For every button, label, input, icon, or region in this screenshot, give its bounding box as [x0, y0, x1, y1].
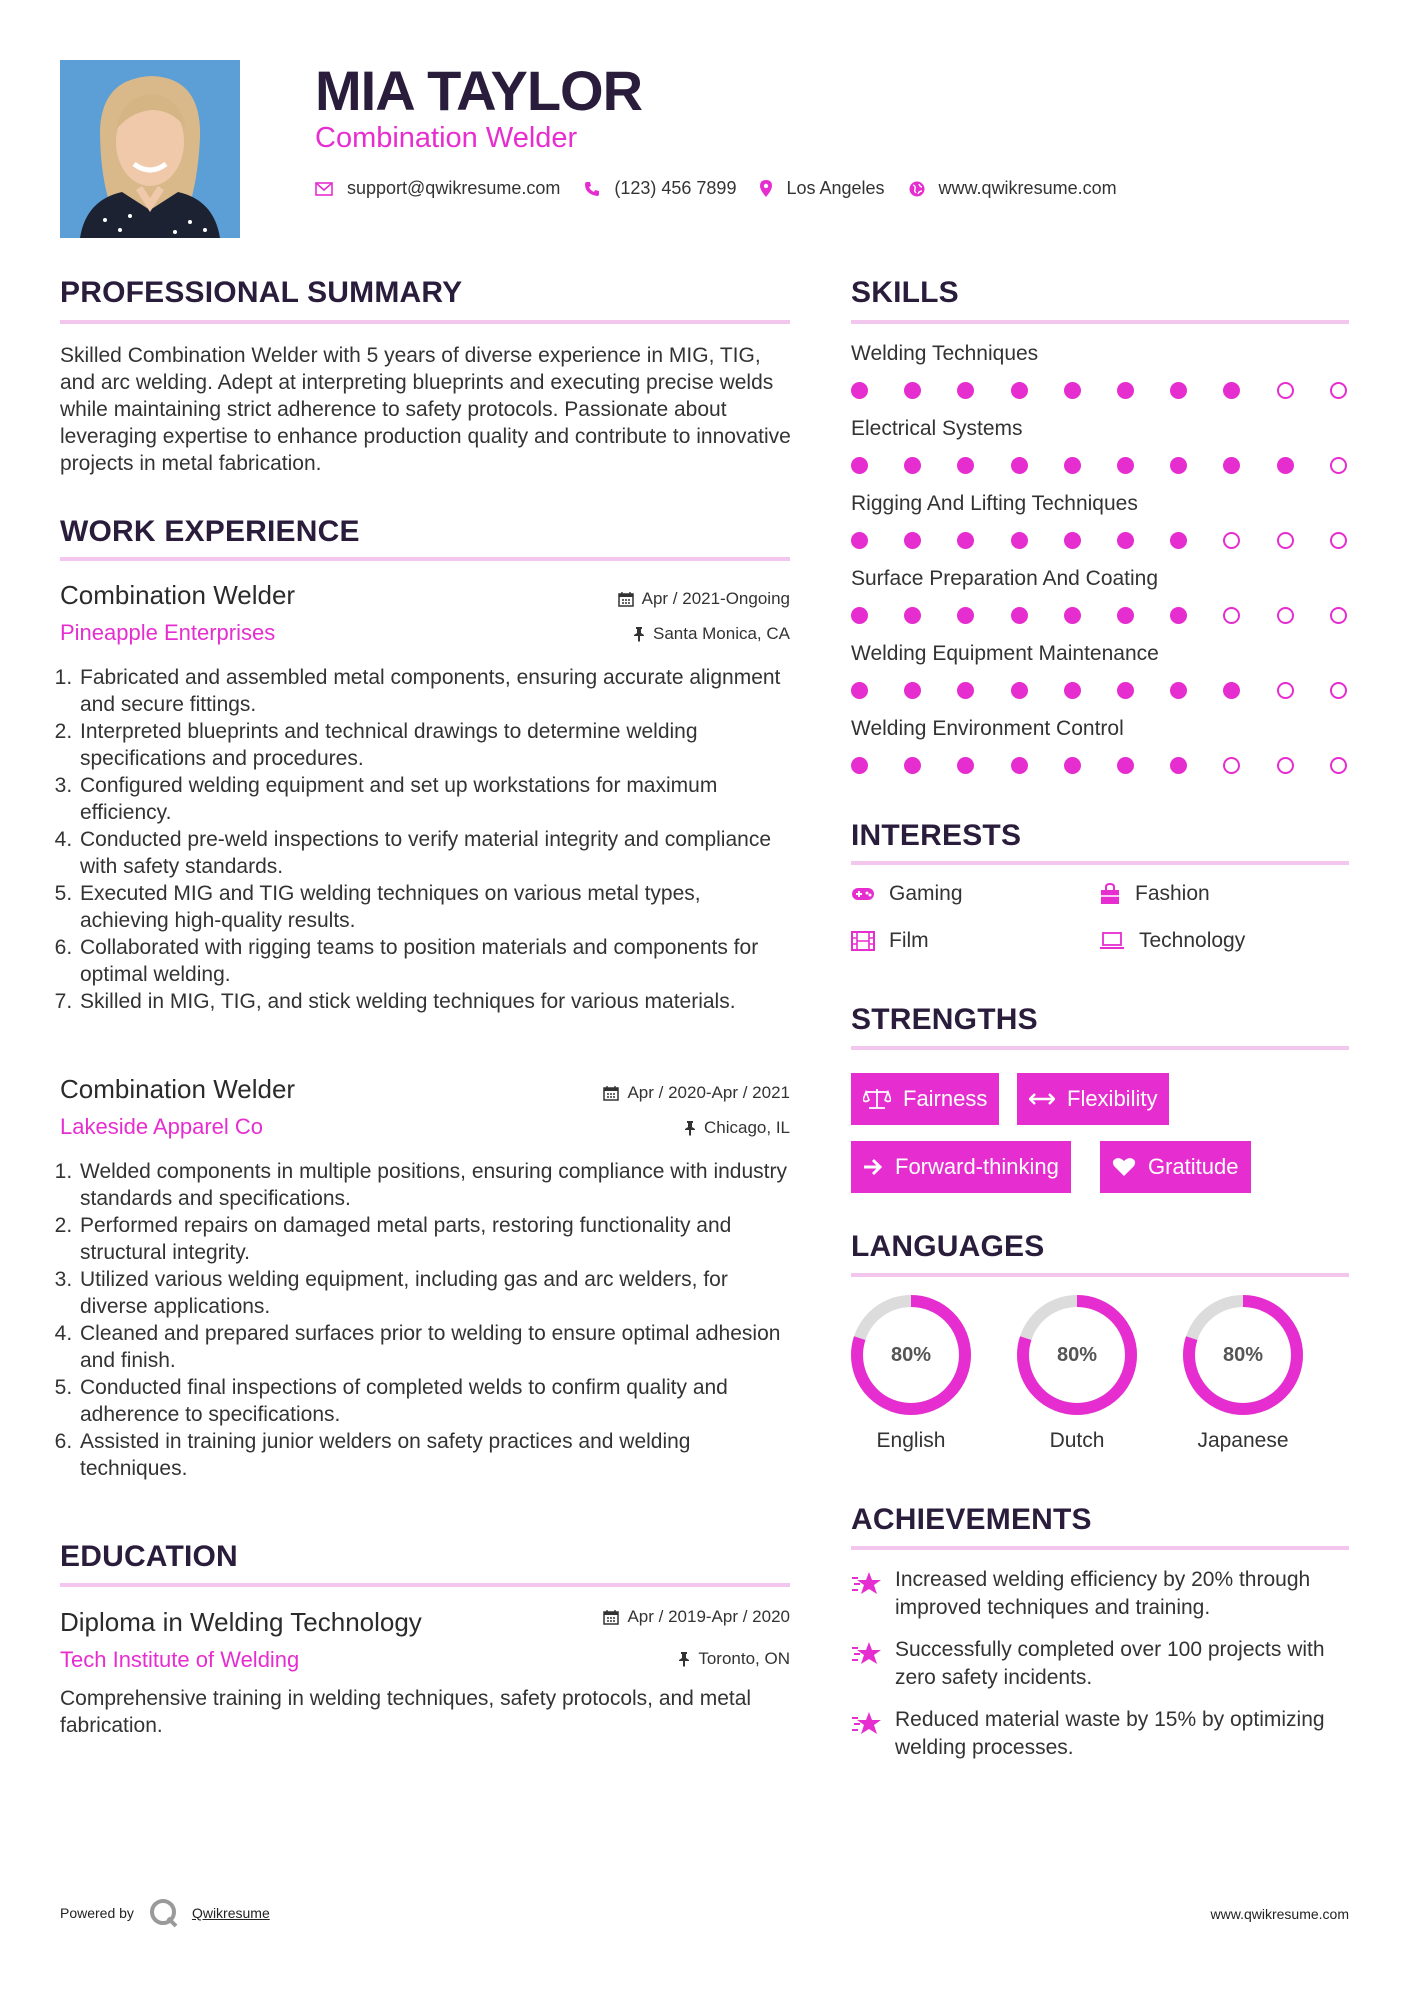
- rating-dot-filled: [851, 457, 868, 474]
- rating-dot-filled: [1223, 457, 1240, 474]
- rating-dot-filled: [1011, 607, 1028, 624]
- list-item: 2. Interpreted blueprints and technical drawings to determine welding specifications and procedures.: [78, 718, 795, 772]
- rating-dot-filled: [1170, 682, 1187, 699]
- rating-dot-filled: [1064, 757, 1081, 774]
- education-heading: EDUCATION: [60, 1540, 238, 1573]
- phone-icon: [584, 181, 600, 197]
- rating-dot-filled: [1117, 382, 1134, 399]
- globe-icon: [909, 181, 925, 197]
- rating-dot-empty: [1330, 757, 1347, 774]
- language-progress-ring: [849, 1293, 973, 1417]
- skill-label: Electrical Systems: [851, 417, 1023, 440]
- rating-dot-filled: [1170, 607, 1187, 624]
- rating-dot-filled: [957, 532, 974, 549]
- rating-dot-filled: [1011, 457, 1028, 474]
- rating-dot-filled: [904, 607, 921, 624]
- language-percent: 80%: [1056, 1343, 1098, 1366]
- qwikresume-link[interactable]: Qwikresume: [191, 1905, 270, 1921]
- rating-dot-filled: [1064, 532, 1081, 549]
- list-item: 1. Fabricated and assembled metal components, ensuring accurate alignment and secure fittings.: [78, 664, 795, 718]
- education-location: Toronto, ON: [490, 1649, 790, 1669]
- skill-label: Rigging And Lifting Techniques: [851, 492, 1138, 515]
- rating-dot-filled: [957, 607, 974, 624]
- rating-dot-empty: [1330, 532, 1347, 549]
- star-award-icon: [851, 1640, 883, 1666]
- strength-badge: Gratitude: [1100, 1141, 1251, 1193]
- job-title: Combination Welder: [60, 580, 296, 610]
- rating-dot-filled: [1170, 457, 1187, 474]
- rating-dot-empty: [1223, 757, 1240, 774]
- rating-dot-filled: [1064, 682, 1081, 699]
- list-item: 6. Assisted in training junior welders on safety practices and welding techniques.: [78, 1428, 795, 1482]
- language-name: English: [876, 1429, 946, 1452]
- list-item: 3. Configured welding equipment and set up workstations for maximum efficiency.: [78, 772, 795, 826]
- pushpin-icon: [684, 1120, 696, 1136]
- arrows-horizontal-icon: [1029, 1092, 1055, 1106]
- rating-dot-filled: [1170, 757, 1187, 774]
- star-award-icon: [851, 1710, 883, 1736]
- job-location: Chicago, IL: [490, 1118, 790, 1138]
- rating-dot-filled: [1117, 457, 1134, 474]
- rating-dot-filled: [957, 382, 974, 399]
- rating-dot-filled: [1170, 532, 1187, 549]
- experience-heading: WORK EXPERIENCE: [60, 515, 360, 548]
- job-responsibilities: [60, 1158, 795, 1482]
- language-item: [846, 1293, 976, 1453]
- rating-dot-filled: [851, 757, 868, 774]
- summary-text: Skilled Combination Welder with 5 years of diverse experience in MIG, TIG, and arc welding. Adept at interpreting blueprints and executing precise welds while maintaining strict adherence to safety protocols. Passionate about leveraging expertise to enhance production quality and contribute to innovative projects in metal fabrication.: [60, 344, 791, 475]
- degree-title: Diploma in Welding Technology: [60, 1607, 422, 1637]
- skill-row: [851, 642, 1351, 699]
- language-item: [1012, 1293, 1142, 1453]
- list-item: 2. Performed repairs on damaged metal parts, restoring functionality and structural integrity.: [78, 1212, 795, 1266]
- skill-rating: [851, 382, 1351, 399]
- arrow-right-icon: [863, 1158, 883, 1176]
- rating-dot-filled: [1011, 682, 1028, 699]
- contact-location: Los Angeles: [760, 178, 884, 199]
- language-item: [1178, 1293, 1308, 1453]
- interest-item: Gaming: [851, 882, 963, 906]
- language-progress-ring: [1015, 1293, 1139, 1417]
- skill-label: Welding Environment Control: [851, 717, 1124, 740]
- interest-item: Fashion: [1099, 882, 1210, 906]
- rating-dot-filled: [1170, 382, 1187, 399]
- rating-dot-filled: [1064, 457, 1081, 474]
- strength-badge: Flexibility: [1017, 1073, 1169, 1125]
- rating-dot-empty: [1277, 382, 1294, 399]
- job-date: Apr / 2020-Apr / 2021: [490, 1083, 790, 1103]
- rating-dot-filled: [904, 532, 921, 549]
- star-award-icon: [851, 1570, 883, 1596]
- strength-badge: Fairness: [851, 1073, 999, 1125]
- footer-website[interactable]: www.qwikresume.com: [1210, 1906, 1349, 1922]
- gamepad-icon: [851, 886, 875, 902]
- skill-label: Surface Preparation And Coating: [851, 567, 1159, 590]
- rating-dot-filled: [904, 382, 921, 399]
- skill-label: Welding Equipment Maintenance: [851, 642, 1159, 665]
- rating-dot-filled: [1011, 532, 1028, 549]
- rating-dot-empty: [1330, 457, 1347, 474]
- interests-heading: INTERESTS: [851, 819, 1022, 852]
- summary-heading: PROFESSIONAL SUMMARY: [60, 276, 463, 309]
- rating-dot-empty: [1330, 607, 1347, 624]
- experience-divider: [60, 557, 790, 561]
- calendar-icon: [618, 591, 634, 607]
- contact-email[interactable]: support@qwikresume.com: [315, 178, 560, 199]
- skill-row: [851, 492, 1351, 549]
- rating-dot-filled: [1223, 382, 1240, 399]
- rating-dot-empty: [1277, 757, 1294, 774]
- job-location: Santa Monica, CA: [490, 624, 790, 644]
- rating-dot-filled: [1117, 682, 1134, 699]
- language-percent: 80%: [890, 1343, 932, 1366]
- rating-dot-filled: [1277, 457, 1294, 474]
- language-name: Japanese: [1197, 1429, 1289, 1452]
- rating-dot-filled: [904, 457, 921, 474]
- envelope-icon: [315, 182, 333, 196]
- list-item: 5. Conducted final inspections of completed welds to confirm quality and adherence to specifications.: [78, 1374, 795, 1428]
- achievement-item: Reduced material waste by 15% by optimizing welding processes.: [851, 1706, 1351, 1762]
- rating-dot-empty: [1277, 607, 1294, 624]
- contact-website[interactable]: www.qwikresume.com: [909, 178, 1117, 199]
- footer-powered-by: Powered by Qwikresume: [60, 1898, 270, 1928]
- list-item: 7. Skilled in MIG, TIG, and stick welding techniques for various materials.: [78, 988, 795, 1015]
- map-pin-icon: [760, 180, 772, 197]
- interests-divider: [851, 861, 1349, 865]
- skill-row: [851, 567, 1351, 624]
- rating-dot-filled: [957, 682, 974, 699]
- laptop-icon: [1099, 932, 1125, 950]
- strengths-heading: STRENGTHS: [851, 1003, 1038, 1036]
- strengths-divider: [851, 1046, 1349, 1050]
- rating-dot-empty: [1277, 682, 1294, 699]
- rating-dot-filled: [851, 682, 868, 699]
- rating-dot-filled: [851, 532, 868, 549]
- rating-dot-filled: [1117, 757, 1134, 774]
- rating-dot-empty: [1223, 532, 1240, 549]
- achievement-item: Increased welding efficiency by 20% through improved techniques and training.: [851, 1566, 1351, 1622]
- achievements-divider: [851, 1546, 1349, 1550]
- candidate-name: MIA TAYLOR: [315, 59, 643, 122]
- rating-dot-empty: [1277, 532, 1294, 549]
- job-title: Combination Welder: [60, 1074, 296, 1104]
- list-item: 5. Executed MIG and TIG welding techniques on various metal types, achieving high-quality results.: [78, 880, 795, 934]
- film-icon: [851, 931, 875, 951]
- rating-dot-empty: [1223, 607, 1240, 624]
- calendar-icon: [603, 1085, 619, 1101]
- language-percent: 80%: [1222, 1343, 1264, 1366]
- achievements-heading: ACHIEVEMENTS: [851, 1503, 1092, 1536]
- rating-dot-filled: [1117, 607, 1134, 624]
- job-company: Lakeside Apparel Co: [60, 1114, 264, 1139]
- qwikresume-logo-icon: [148, 1898, 182, 1928]
- pushpin-icon: [633, 626, 645, 642]
- education-date: Apr / 2019-Apr / 2020: [490, 1607, 790, 1627]
- job-date: Apr / 2021-Ongoing: [490, 589, 790, 609]
- interest-item: Film: [851, 929, 929, 953]
- language-name: Dutch: [1049, 1429, 1105, 1452]
- skill-rating: [851, 532, 1351, 549]
- skills-divider: [851, 320, 1349, 324]
- strength-badge: Forward-thinking: [851, 1141, 1071, 1193]
- summary-divider: [60, 320, 790, 324]
- list-item: 4. Conducted pre-weld inspections to verify material integrity and compliance with safety standards.: [78, 826, 795, 880]
- profile-photo: [60, 60, 240, 238]
- school-name: Tech Institute of Welding: [60, 1647, 300, 1672]
- skill-label: Welding Techniques: [851, 342, 1039, 365]
- candidate-role: Combination Welder: [315, 122, 578, 154]
- skill-rating: [851, 682, 1351, 699]
- rating-dot-filled: [1064, 382, 1081, 399]
- interest-item: Technology: [1099, 929, 1245, 953]
- rating-dot-filled: [904, 682, 921, 699]
- education-description: Comprehensive training in welding techniques, safety protocols, and metal fabrication.: [60, 1687, 752, 1737]
- skill-rating: [851, 757, 1351, 774]
- skill-row: [851, 717, 1351, 774]
- calendar-icon: [603, 1609, 619, 1625]
- shopping-bag-icon: [1099, 883, 1121, 905]
- pushpin-icon: [678, 1651, 690, 1667]
- rating-dot-empty: [1330, 382, 1347, 399]
- heart-icon: [1112, 1157, 1136, 1177]
- list-item: 6. Collaborated with rigging teams to position materials and components for optimal welding.: [78, 934, 795, 988]
- education-divider: [60, 1583, 790, 1587]
- rating-dot-filled: [957, 757, 974, 774]
- language-progress-ring: [1181, 1293, 1305, 1417]
- list-item: 3. Utilized various welding equipment, including gas and arc welders, for diverse applications.: [78, 1266, 795, 1320]
- job-company: Pineapple Enterprises: [60, 620, 276, 645]
- skill-row: [851, 417, 1351, 474]
- rating-dot-filled: [957, 457, 974, 474]
- rating-dot-filled: [1064, 607, 1081, 624]
- skill-rating: [851, 607, 1351, 624]
- languages-divider: [851, 1273, 1349, 1277]
- rating-dot-filled: [851, 382, 868, 399]
- languages-heading: LANGUAGES: [851, 1230, 1045, 1263]
- skill-rating: [851, 457, 1351, 474]
- rating-dot-filled: [904, 757, 921, 774]
- rating-dot-filled: [1011, 382, 1028, 399]
- skills-heading: SKILLS: [851, 276, 959, 309]
- rating-dot-filled: [1223, 682, 1240, 699]
- list-item: 4. Cleaned and prepared surfaces prior to welding to ensure optimal adhesion and finish.: [78, 1320, 795, 1374]
- rating-dot-filled: [1117, 532, 1134, 549]
- list-item: 1. Welded components in multiple positions, ensuring compliance with industry standards and specifications.: [78, 1158, 795, 1212]
- balance-scale-icon: [863, 1088, 891, 1110]
- rating-dot-empty: [1330, 682, 1347, 699]
- contact-phone[interactable]: (123) 456 7899: [584, 178, 736, 199]
- rating-dot-filled: [851, 607, 868, 624]
- job-responsibilities: [60, 664, 795, 1015]
- achievement-item: Successfully completed over 100 projects with zero safety incidents.: [851, 1636, 1351, 1692]
- rating-dot-filled: [1011, 757, 1028, 774]
- skill-row: [851, 342, 1351, 399]
- contact-bar: [315, 178, 1141, 199]
